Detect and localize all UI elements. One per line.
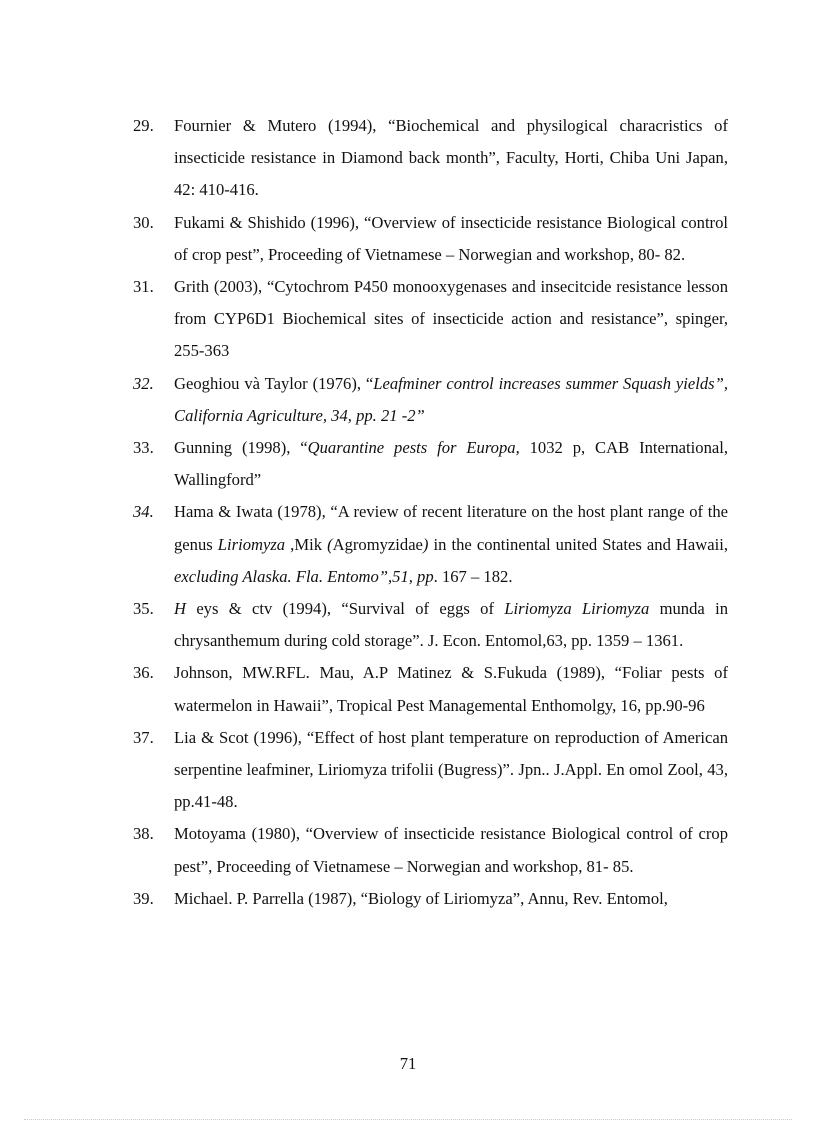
reference-number: 35. — [133, 599, 154, 619]
reference-number: 37. — [133, 727, 154, 747]
reference-item — [133, 110, 728, 207]
reference-text-segment: Agromyzidae — [332, 534, 423, 554]
reference-number: 33. — [133, 438, 154, 458]
reference-number: 30. — [133, 212, 154, 232]
reference-number: 36. — [133, 663, 154, 683]
reference-item — [133, 207, 728, 271]
reference-number: 39. — [133, 888, 154, 908]
reference-text-segment: ,Mik — [285, 534, 328, 554]
reference-number: 34. — [133, 502, 154, 522]
reference-item — [133, 818, 728, 882]
reference-item — [133, 593, 728, 657]
reference-text-segment: Motoyama (1980), “Overview of insecticide resistance Biological control of crop pest”, Proceeding of Vietnamese – Norwegian and workshop, 81- 85. — [174, 824, 728, 876]
page-bottom-rule — [24, 1119, 792, 1120]
reference-number: 32. — [133, 373, 154, 393]
reference-text-segment: Lia & Scot (1996), “Effect of host plant temperature on reproduction of American serpentine leafminer, Liriomyza trifolii (Bugress)”. Jpn.. J.Appl. En omol Zool, 43, pp.41-48. — [174, 727, 728, 812]
reference-text-segment: Fukami & Shishido (1996), “Overview of insecticide resistance Biological control of crop pest”, Proceeding of Vietnamese – Norwegian and workshop, 80- 82. — [174, 212, 728, 264]
reference-item — [133, 432, 728, 496]
reference-item — [133, 722, 728, 819]
reference-item — [133, 883, 728, 915]
reference-number: 31. — [133, 277, 154, 297]
reference-text-segment: H — [174, 599, 186, 619]
reference-text-segment: eys & ctv (1994), “Survival of eggs of — [185, 599, 505, 619]
reference-number: 38. — [133, 824, 154, 844]
reference-text-segment: Fournier & Mutero (1994), “Biochemical and physilogical characristics of insecticide resistance in Diamond back month”, Faculty, Horti, Chiba Uni Japan, 42: 410-416. — [174, 116, 728, 200]
reference-text-segment: 1032 p, CAB International, Wallingford” — [174, 438, 728, 490]
reference-text-segment: Leafminer control increases summer Squash yields”, California Agriculture, 34, pp. 21 -2” — [174, 373, 728, 425]
reference-item — [133, 657, 728, 721]
reference-number: 29. — [133, 116, 154, 135]
reference-text-segment: in the continental united States and Hawaii, — [428, 534, 728, 554]
reference-item — [133, 271, 728, 368]
reference-text-segment: ( — [327, 534, 333, 554]
reference-text-segment: Michael. P. Parrella (1987), “Biology of Liriomyza”, Annu, Rev. Entomol, — [174, 888, 668, 908]
reference-text-segment: Quarantine pests for Europa, — [307, 438, 520, 458]
reference-text-segment: . 167 – 182. — [433, 566, 513, 586]
reference-text-segment: Liriomyza Liriomyza — [504, 599, 650, 619]
reference-text-segment: Hama & Iwata (1978), “A review of recent literature on the host plant range of the genus — [174, 502, 728, 554]
reference-text-segment: Gunning (1998), “ — [174, 438, 308, 458]
reference-text-segment: munda in chrysanthemum during cold storage”. J. Econ. Entomol,63, pp. 1359 – 1361. — [174, 599, 728, 651]
reference-text-segment: Geoghiou và Taylor (1976), “ — [174, 373, 374, 393]
reference-list — [133, 110, 728, 915]
reference-text-segment: ) — [422, 534, 429, 554]
reference-item — [133, 496, 728, 593]
page-number: 71 — [399, 1054, 417, 1073]
reference-text-segment: excluding Alaska. Fla. Entomo”,51, pp — [174, 566, 434, 586]
reference-text-segment: Grith (2003), “Cytochrom P450 monooxygenases and insecitcide resistance lesson from CYP6D1 Biochemical sites of insecticide action and resistance”, spinger, 255-363 — [174, 277, 728, 361]
reference-text-segment: Johnson, MW.RFL. Mau, A.P Matinez & S.Fukuda (1989), “Foliar pests of watermelon in Hawaii”, Tropical Pest Managemental Enthomolgy, 16, pp.90-96 — [174, 663, 728, 715]
reference-item — [133, 368, 728, 432]
reference-text-segment: Liriomyza — [217, 534, 286, 554]
